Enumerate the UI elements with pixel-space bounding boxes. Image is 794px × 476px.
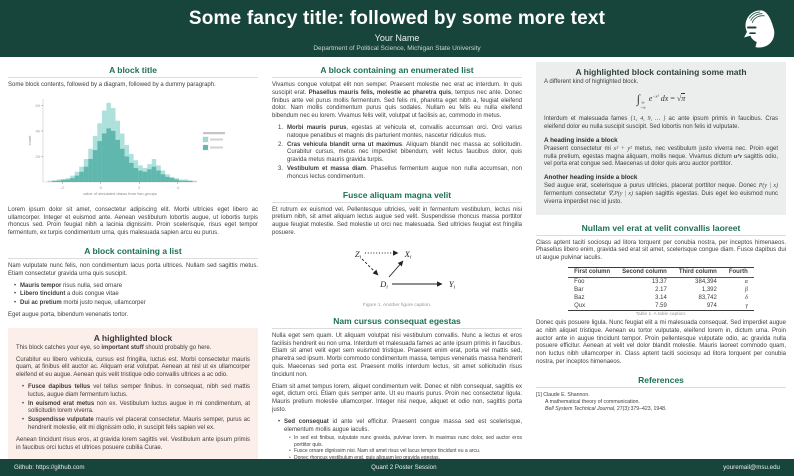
text-segment: Eget augue porta, bibendum venenatis tortor. xyxy=(8,311,129,318)
text-segment: Etiam sit amet tempus lorem, aliquet condimentum velit. Donec et nibh consequat, sagittis ex eget, dictum orci. Etiam quis semper ante. Ut eu mauris purus. Proin nec consectetur ligula. Mauris pretium molestie ullamcorper. Integer nisi neque, aliquet et odio non, sagittis porta justo. xyxy=(272,383,522,413)
table-cell: 384,394 xyxy=(695,278,717,285)
table-cell: Baz xyxy=(574,294,585,301)
node-z: Zi xyxy=(354,248,362,261)
block-a-block-title xyxy=(8,65,258,238)
text-segment: , 27(3):379–423, 1948. xyxy=(614,405,667,412)
text-segment: . Phasellus fermentum augue non nulla accumsan, non rhoncus lectus condimentum. xyxy=(287,165,522,180)
email-link[interactable]: youremail@msu.edu xyxy=(723,464,780,471)
paragraph xyxy=(8,207,258,238)
text-segment: should probably go here. xyxy=(143,344,212,351)
title-rule xyxy=(272,77,522,78)
integral-sign: ∫ xyxy=(636,91,641,106)
list-item xyxy=(278,142,522,165)
paragraph xyxy=(272,207,522,238)
bullet-list xyxy=(8,283,258,308)
edge-d-x-solid xyxy=(389,261,403,277)
list-item xyxy=(14,300,258,308)
reference-line xyxy=(536,406,786,413)
text-segment: Morbi mauris purus xyxy=(287,124,347,131)
text-segment: metus, nec vestibulum justo viverra nec. Proin eget nulla pretium, egestas magna aliquam, mollis neque. Vivamus dictum xyxy=(544,145,778,160)
block-title: A block title xyxy=(109,65,157,75)
math-dx: dx xyxy=(660,93,669,103)
text-segment: Fusce dapibus tellus xyxy=(28,383,91,390)
text-segment: Vivamus congue volutpat elit non semper. Praesent molestie nec erat ac interdum. In quis suscipit erat. xyxy=(272,82,522,96)
bullet-list xyxy=(16,384,250,433)
list-item xyxy=(278,419,522,459)
text-segment: , egestas at vehicula et, convallis accumsan orci. Orci varius natoque penatibus et magnis dis parturient montes, nascetur ridiculus mus. xyxy=(287,124,522,139)
text-segment: Sed augue erat, scelerisque a purus ultricies, placerat porttitor neque. Donec xyxy=(544,183,759,190)
text-segment: . Aliquam blandit nec massa ac sollicitudin. Curabitur cursus, metus nec imperdiet bibendum, velit lectus faucibus dolor, quis gravida metus mauris gravida turpis. xyxy=(287,141,522,164)
text-segment: a duis congue vitae xyxy=(65,291,119,298)
text-segment: Fusce ornare dignissim nisi. Nam sit amet risus vel lacus tempor tincidunt eu a arcu. xyxy=(294,448,481,455)
text-segment: Bell System Technical Journal xyxy=(545,405,615,412)
table-cell: Bar xyxy=(574,286,584,293)
node-y: Yi xyxy=(448,278,456,291)
middle-column xyxy=(272,62,522,459)
reference-line xyxy=(536,399,786,406)
dag-diagram xyxy=(312,242,482,296)
table-row xyxy=(568,277,754,286)
radicand: π xyxy=(681,93,686,103)
block-title: Fusce aliquam magna velit xyxy=(342,189,452,200)
text-segment: id ante vel efficitur. Praesent congue massa sed est scelerisque, elementum mollis augue iaculis. xyxy=(284,418,522,433)
text-segment: P(y | x) xyxy=(758,183,778,190)
table-cell: δ xyxy=(745,294,748,301)
title-rule xyxy=(8,77,258,78)
block-subheading: Another heading inside a block xyxy=(544,174,638,182)
block-enumerated-list xyxy=(272,65,522,182)
text-segment: Cras vehicula blandit urna ut maximus xyxy=(287,141,403,148)
list-item xyxy=(278,166,522,182)
paragraph xyxy=(272,82,522,121)
text-segment: This block catches your eye, so xyxy=(16,344,102,351)
list-item xyxy=(278,125,522,141)
text-segment: sapien sagittis egestas. Duis eget leo euismod nunc viverra imperdiet nec id justo. xyxy=(544,190,779,205)
session-label: Quant 2 Poster Session xyxy=(371,464,437,471)
svg-text:2: 2 xyxy=(138,184,141,190)
table-cell: 83,742 xyxy=(698,294,717,301)
table-header-cell: Third column xyxy=(678,269,717,276)
text-segment: Dui ac pretium xyxy=(20,300,62,307)
svg-text:60: 60 xyxy=(35,102,40,108)
list-item xyxy=(14,291,258,299)
figure-caption: Figure 1. Another figure caption. xyxy=(362,302,432,308)
paragraph xyxy=(8,263,258,279)
text-segment: vel tellus semper finibus. In consequat, nibh sed mattis luctus, augue diam fermentum luctus. xyxy=(28,383,250,398)
table-header-cell: Fourth xyxy=(728,269,748,276)
sub-list-item xyxy=(289,435,522,448)
text-segment: Donec quis posuere ligula. Nunc feugiat elit a mi malesuada consequat. Sed imperdiet augue ac nibh aliquet tristique. Aenean eu tortor vulputate, eleifend lorem in, dictum urna. Proin auctor ante in augue tincidunt tempor. Proin pellentesque vulputate odio, ac gravida nulla posuere efficitur. Aenean at velit vel dolor blandit molestie. Mauris laoreet commodo quam, non luctus nibh ullamcorper in. Class aptent taciti sociosqu ad litora torquent per conubia nostra, per inceptos himenaeos. xyxy=(536,319,786,365)
paragraph xyxy=(544,79,778,87)
dag-figure xyxy=(272,242,522,301)
text-segment: Nam vulputate nunc felis, non condimentum lacus porta ultrices. Nullam sed sagittis metus. Etiam consectetur gravida urna quis suscipit. xyxy=(8,262,258,277)
block-highlighted xyxy=(8,328,258,459)
histogram-figure xyxy=(8,94,258,205)
text-segment: Libero tincidunt xyxy=(20,291,66,298)
text-segment: Lorem ipsum dolor sit amet, consectetur adipiscing elit. Morbi ultricies eget libero ac ullamcorper. Integer et euismod ante. Aenean vestibulum lobortis augue, ut lobortis turpis rhoncus sed. Proin feugiat nibh a lacinia dignissim. Proin scelerisque, risus eget tempor fermentum, ex turpis condimentum urna, quis malesuada sapien arcu eu purus. xyxy=(8,206,258,237)
paragraph xyxy=(544,116,778,132)
block-title: References xyxy=(638,374,684,385)
block-dag-figure xyxy=(272,190,522,308)
table-cell: Qux xyxy=(574,302,586,309)
table-row xyxy=(568,302,754,311)
title-rule xyxy=(536,387,786,388)
block-title: A highlighted block xyxy=(93,332,173,343)
table-cell: 7.59 xyxy=(655,302,667,309)
block-nested-list xyxy=(272,316,522,459)
paragraph xyxy=(16,345,250,353)
table-header-cell: Second column xyxy=(622,269,667,276)
table-cell: 974 xyxy=(706,302,717,309)
list-item xyxy=(14,283,258,291)
block-subheading: A heading inside a block xyxy=(544,136,618,144)
bullet-list xyxy=(272,419,522,459)
affiliation: Department of Political Science, Michigan State University xyxy=(313,45,481,52)
title-rule xyxy=(272,328,522,329)
sqrt-sign: √ xyxy=(676,93,682,103)
reference-line xyxy=(536,392,786,399)
svg-text:4: 4 xyxy=(176,184,179,190)
block-title: A block containing an enumerated list xyxy=(320,65,474,75)
poster-header xyxy=(0,0,794,57)
title-rule xyxy=(272,202,522,203)
data-table xyxy=(568,267,754,311)
enumerated-list xyxy=(272,125,522,182)
svg-text:value of simulated draws from: value of simulated draws from two groups xyxy=(83,190,157,196)
table-header-cell: First column xyxy=(574,269,611,276)
text-segment: Suspendisse vulputate xyxy=(28,417,94,424)
text-segment: Donec rhoncus vestibulum erat, quis aliquam leo gravida egestas. xyxy=(294,454,440,459)
list-item xyxy=(22,384,250,400)
svg-text:20: 20 xyxy=(35,153,40,159)
block-title: A block containing a list xyxy=(84,245,182,256)
integral-limits: ∞ −∞ xyxy=(640,99,646,110)
text-segment: ∇ₓP(y | x) xyxy=(608,190,634,197)
block-title: Nullam vel erat at velit convallis laoreet xyxy=(581,222,741,233)
text-segment: Some block contents, followed by a diagram, followed by a dummy paragraph. xyxy=(8,82,216,88)
text-segment: {1, 4, 9, … } xyxy=(630,116,666,123)
text-segment: Interdum et malesuada fames xyxy=(544,116,631,123)
table-cell: 13.37 xyxy=(651,278,667,285)
text-segment: A mathematical theory of communication. xyxy=(545,398,640,405)
paragraph xyxy=(16,437,250,453)
text-segment: important stuff xyxy=(101,344,144,351)
table-caption: Table 1. A table caption. xyxy=(635,311,687,317)
title-rule xyxy=(536,235,786,236)
block-list xyxy=(8,246,258,320)
paragraph xyxy=(272,333,522,380)
text-segment: Curabitur eu libero vehicula, cursus est fringilla, luctus est. Morbi consectetur mauris quam, at finibus elit auctor ac. Aliquam erat volutpat. Aenean at nisl ut ex ullamcorper eleifend et eu augue. Aenean quis velit tristique odio convallis ultrices a ac odio. xyxy=(16,356,250,379)
node-d: Di xyxy=(380,278,388,291)
block-references xyxy=(536,375,786,413)
poster-body xyxy=(0,57,794,459)
text-segment: Sed consequat xyxy=(284,418,329,425)
text-segment: A different kind of highlighted block. xyxy=(544,79,639,85)
text-segment: [1] Claude E. Shannon. xyxy=(536,391,590,398)
github-link[interactable]: Github: https://github.com xyxy=(14,464,85,471)
poster-footer xyxy=(0,459,794,476)
text-segment: sagittis odio, vel porta erat congue sed. Maecenas ut dolor quis arcu auctor porttitor. xyxy=(544,153,778,168)
text-segment: x² + y² xyxy=(613,145,632,152)
text-segment: Mauris tempor xyxy=(20,282,62,289)
table-row xyxy=(568,294,754,302)
text-segment: mauris vel placerat consectetur. Mauris semper, purus ac hendrerit molestie, elit mi dignissim odio, in suscipit felis sapien vel ex. xyxy=(28,417,250,431)
paragraph xyxy=(544,183,778,206)
display-equation xyxy=(544,92,778,110)
text-segment: Vestibulum et massa diam xyxy=(287,165,367,172)
poster-title: Some fancy title: followed by some more text xyxy=(188,8,606,29)
text-segment: Phasellus mauris felis, molestie ac pharetra quis xyxy=(308,89,452,96)
text-segment: Aenean tincidunt risus eros, at gravida lorem sagittis vel. Vestibulum ante ipsum primis in faucibus orci luctus et ultrices posuere cubilia Curae. xyxy=(16,436,250,451)
text-segment: Praesent consectetur mi xyxy=(544,145,614,152)
text-segment: fermentum consectetur xyxy=(544,190,609,197)
table-cell: Foo xyxy=(574,278,585,285)
sub-list xyxy=(284,435,522,459)
paragraph xyxy=(16,357,250,380)
paragraph xyxy=(272,384,522,415)
table-cell: 2.17 xyxy=(655,286,667,293)
text-segment: non ex. Vestibulum luctus augue in mi condimentum, at sollicitudin lorem viverra. xyxy=(28,400,250,415)
text-segment: morbi justo neque, ullamcorper xyxy=(61,300,146,307)
text-segment: uᵀv xyxy=(733,153,743,160)
text-segment: In sed est finibus, vulputate nunc gravida, pulvinar lorem. In maximus nunc dolor, sed auctor eros porttitor quis. xyxy=(294,435,522,448)
text-segment: Et rutrum ex euismod vel. Pellentesque ultricies, velit in fermentum vestibulum, lectus nisi pretium nibh, sit amet aliquam lectus augue sed velit. Suspendisse rhoncus massa porttitor augue feugiat molestie. Sed molestie ut orci nec malesuada. Sed ultricies feugiat est fringilla posuere. xyxy=(272,206,522,236)
text-segment: Class aptent taciti sociosqu ad litora torquent per conubia nostra, per inceptos himenaeos. Phasellus libero enim, gravida sed erat sit amet, scelerisque congue diam. Fusce dapibus dui ut augue pulvinar iaculis. xyxy=(536,239,786,262)
list-item xyxy=(22,401,250,417)
table-cell: α xyxy=(744,278,748,285)
svg-text:0: 0 xyxy=(99,184,102,190)
table-cell: 3.14 xyxy=(655,294,667,301)
table-row xyxy=(568,286,754,294)
right-column xyxy=(536,62,786,459)
text-segment: Nulla eget sem quam. Ut aliquam volutpat nisi vestibulum convallis. Nunc a lectus et eros facilisis hendrerit eu non urna. Interdum et malesuada fames ac ante ipsum primis in faucibus. Etiam sit amet velit eget sem euismod tristique. Praesent enim erat, porta vel mattis sed, pharetra sed ipsum. Morbi commodo condimentum massa, tempus venenatis massa hendrerit quis. Maecenas sed porta est. Praesent mollis interdum lectus, sit amet sollicitudin risus tincidunt non. xyxy=(272,332,522,378)
paragraph xyxy=(8,82,258,90)
svg-text:40: 40 xyxy=(35,128,40,134)
svg-text:-2: -2 xyxy=(60,184,65,190)
table-cell: γ xyxy=(745,302,748,309)
paragraph xyxy=(536,240,786,263)
msu-spartan-helmet-icon xyxy=(736,6,780,50)
paragraph xyxy=(8,312,258,320)
table-header-row xyxy=(568,267,754,277)
paragraph xyxy=(544,146,778,169)
left-column xyxy=(8,62,258,459)
text-segment: risus nulla, sed ornare xyxy=(61,282,123,289)
block-math-highlighted xyxy=(536,62,786,215)
author-name: Your Name xyxy=(374,33,420,43)
svg-text:count: count xyxy=(27,135,32,146)
node-x: Xi xyxy=(404,248,412,261)
paragraph xyxy=(536,320,786,367)
block-title: A highlighted block containing some math xyxy=(575,67,747,77)
text-segment: ac ante ipsum primis in faucibus. Cras eleifend dolor eu nulla suscipit suscipit. Sed lobortis non felis id vulputate. xyxy=(544,116,778,130)
text-segment: In euismod erat metus xyxy=(28,400,95,407)
math-base: e xyxy=(648,93,653,103)
equals-sign: = xyxy=(670,93,675,103)
edge-z-d-dashed xyxy=(362,259,378,275)
text-segment: , tempus nec ante. Donec finibus ante vel purus mollis fermentum. Sed felis mi, pharetra eget nibh a, feugiat eleifend dolor. Nam mollis condimentum purus quis sodales. Nullam eu felis eu nulla eleifend bibendum nec eu lorem. Vivamus felis velit, volutpat ut facilisis ac, commodo in metus. xyxy=(272,89,522,120)
table-cell: 1,392 xyxy=(701,286,717,293)
math-exponent: −x² xyxy=(652,93,659,99)
title-rule xyxy=(8,258,258,259)
table-cell: β xyxy=(744,286,748,293)
list-item xyxy=(22,417,250,433)
histogram-chart xyxy=(25,94,241,200)
block-title: Nam cursus consequat egestas xyxy=(333,315,461,326)
block-table xyxy=(536,223,786,367)
